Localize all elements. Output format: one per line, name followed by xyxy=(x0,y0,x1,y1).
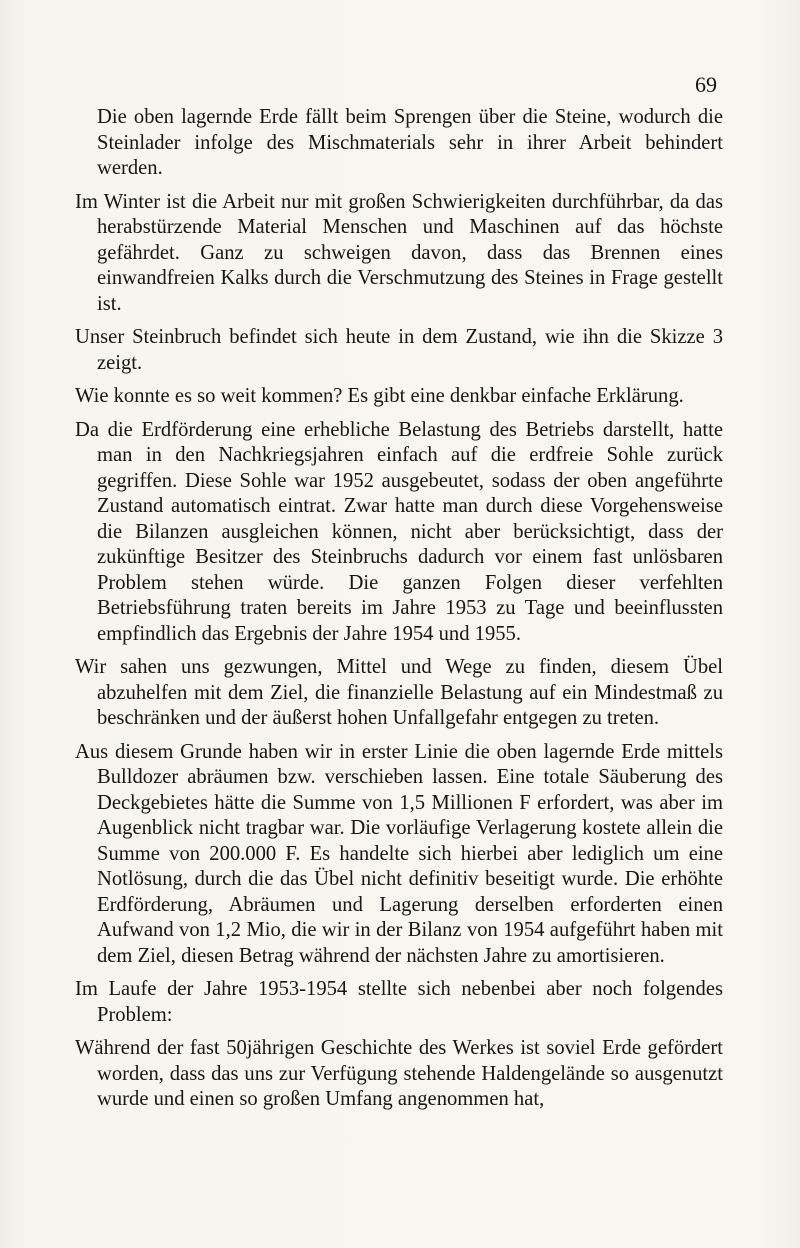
paragraph-5: Da die Erdförderung eine erhebliche Belastung des Betriebs darstellt, hatte man in den Nachkriegsjahren einfach auf die erdfreie Sohle zurück gegriffen. Diese Sohle war 1952 ausgebeutet, sodass der oben angeführte Zustand automatisch eintrat. Zwar hatte man durch diese Vorgehensweise die Bilanzen ausgleichen können, nicht aber berücksichtigt, dass der zukünftige Besitzer des Steinbruchs dadurch vor einem fast unlösbaren Problem stehen würde. Die ganzen Folgen dieser verfehlten Betriebsführung traten bereits im Jahre 1953 zu Tage und beeinflussten empfindlich das Ergebnis der Jahre 1954 und 1955. xyxy=(75,418,723,645)
paragraph-4: Wie konnte es so weit kommen? Es gibt eine denkbar einfache Erklärung. xyxy=(75,385,684,407)
body-text xyxy=(75,105,723,1121)
paragraph-2: Im Winter ist die Arbeit nur mit großen Schwierigkeiten durchführbar, da das herabstürzende Material Menschen und Maschinen auf das höchste gefährdet. Ganz zu schweigen davon, dass das Brennen eines einwandfreien Kalks durch die Verschmutzung des Steines in Frage gestellt ist. xyxy=(75,190,723,315)
paragraph-8: Im Laufe der Jahre 1953-1954 stellte sich nebenbei aber noch folgendes Problem: xyxy=(75,978,723,1026)
paragraph-9: Während der fast 50jährigen Geschichte des Werkes ist soviel Erde gefördert worden, dass das uns zur Verfügung stehende Haldengelände so ausgenutzt wurde und einen so großen Umfang angenommen hat, xyxy=(75,1037,723,1110)
paragraph-3: Unser Steinbruch befindet sich heute in dem Zustand, wie ihn die Skizze 3 zeigt. xyxy=(75,326,723,374)
paragraph-7: Aus diesem Grunde haben wir in erster Linie die oben lagernde Erde mittels Bulldozer abräumen bzw. verschieben lassen. Eine totale Säuberung des Deckgebietes hätte die Summe von 1,5 Millionen F erfordert, was aber im Augenblick nicht tragbar war. Die vorläufige Verlagerung kostete allein die Summe von 200.000 F. Es handelte sich hierbei aber lediglich um eine Notlösung, durch die das Übel nicht definitiv beseitigt wurde. Die erhöhte Erdförderung, Abräumen und Lagerung derselben erforderten einen Aufwand von 1,2 Mio, die wir in der Bilanz von 1954 aufgeführt haben mit dem Ziel, diesen Betrag während der nächsten Jahre zu amortisieren. xyxy=(75,740,723,967)
paragraph-1: Die oben lagernde Erde fällt beim Sprengen über die Steine, wodurch die Steinlader infolge des Mischmaterials sehr in ihrer Arbeit behindert werden. xyxy=(97,106,723,179)
page-number: 69 xyxy=(695,72,717,97)
paragraph-6: Wir sahen uns gezwungen, Mittel und Wege zu finden, diesem Übel abzuhelfen mit dem Ziel, die finanzielle Belastung auf ein Mindestmaß zu beschränken und der äußerst hohen Unfallgefahr entgegen zu treten. xyxy=(75,656,723,729)
